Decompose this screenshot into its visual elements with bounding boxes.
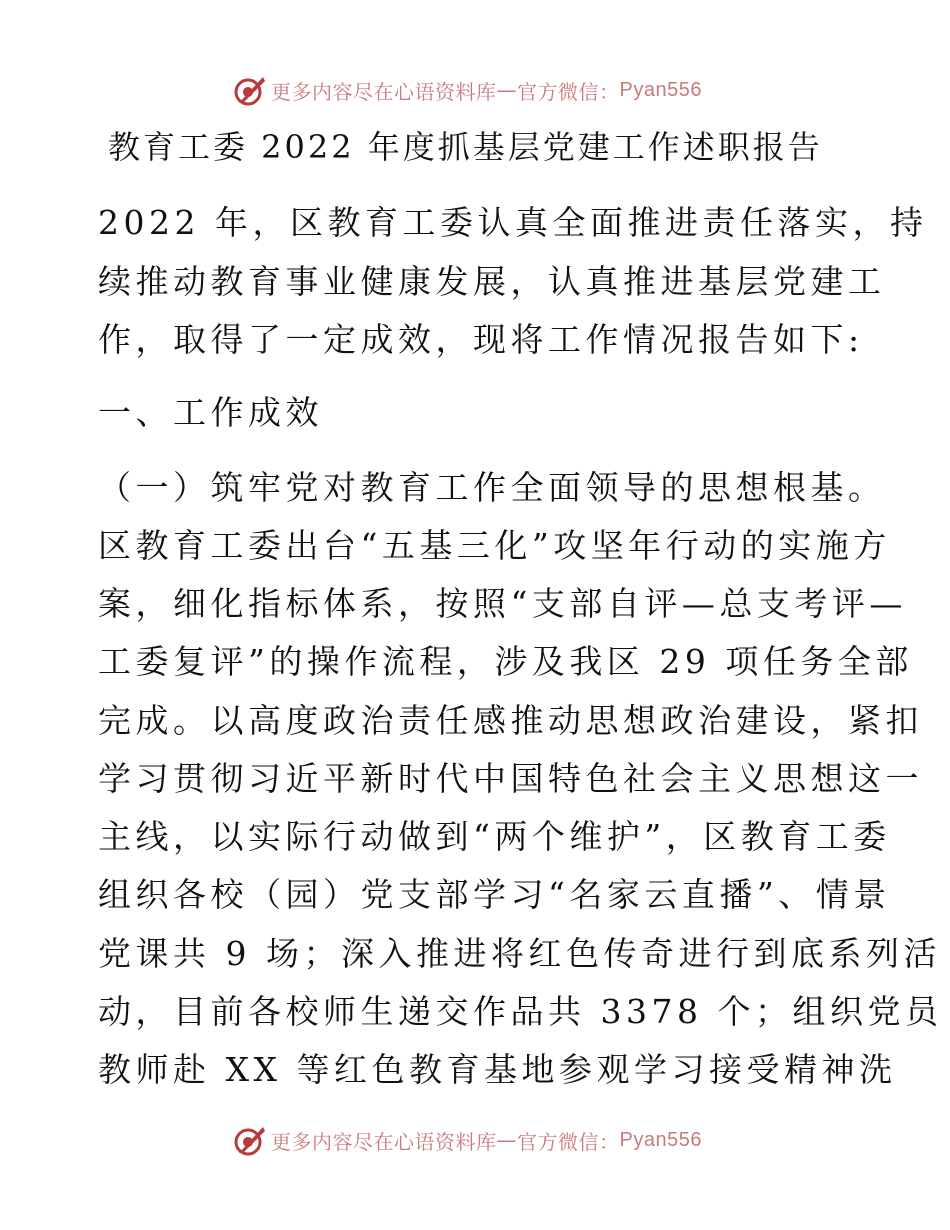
watermark-separator: — (496, 78, 517, 102)
subsection-heading: （一）筑牢党对教育工作全面领导的思想根基。 (98, 468, 886, 507)
body-line: 组织各校（园）党支部学习“名家云直播”、情景 (98, 875, 891, 914)
body-line: 工委复评”的操作流程，涉及我区 29 项任务全部 (98, 642, 913, 681)
body-line: 续推动教育事业健康发展，认真推进基层党建工 (98, 262, 886, 301)
body-line: 动，目前各校师生递交作品共 3378 个；组织党员 (98, 992, 943, 1031)
body-line: 学习贯彻习近平新时代中国特色社会主义思想这一 (98, 759, 923, 798)
document-title: 教育工委 2022 年度抓基层党建工作述职报告 (108, 128, 823, 166)
watermark-handle: Pyan556 (619, 1128, 702, 1151)
body-line: 区教育工委出台“五基三化”攻坚年行动的实施方 (98, 526, 891, 565)
quill-circle-icon (233, 1123, 267, 1157)
quill-circle-icon (233, 73, 267, 107)
body-line: 主线，以实际行动做到“两个维护”，区教育工委 (98, 817, 891, 856)
watermark-text: 更多内容尽在心语资料库 (271, 1129, 497, 1154)
body-line: 2022 年，区教育工委认真全面推进责任落实，持 (98, 203, 928, 242)
body-line: 教师赴 XX 等红色教育基地参观学习接受精神洗 (98, 1050, 897, 1089)
body-line: 完成。以高度政治责任感推动思想政治建设，紧扣 (98, 701, 923, 740)
watermark-text: 更多内容尽在心语资料库 (271, 79, 497, 104)
watermark-label: 官方微信： (517, 1129, 620, 1154)
header-watermark (233, 72, 702, 108)
body-line: 作，取得了一定成效，现将工作情况报告如下: (98, 320, 864, 359)
footer-watermark (233, 1122, 702, 1158)
body-line: 党课共 9 场；深入推进将红色传奇进行到底系列活 (98, 934, 941, 973)
section-heading: 一、工作成效 (98, 393, 323, 432)
body-line: 案，细化指标体系，按照“支部自评—总支考评— (98, 584, 907, 623)
watermark-handle: Pyan556 (619, 78, 702, 101)
watermark-separator: — (496, 1128, 517, 1152)
watermark-label: 官方微信： (517, 79, 620, 104)
